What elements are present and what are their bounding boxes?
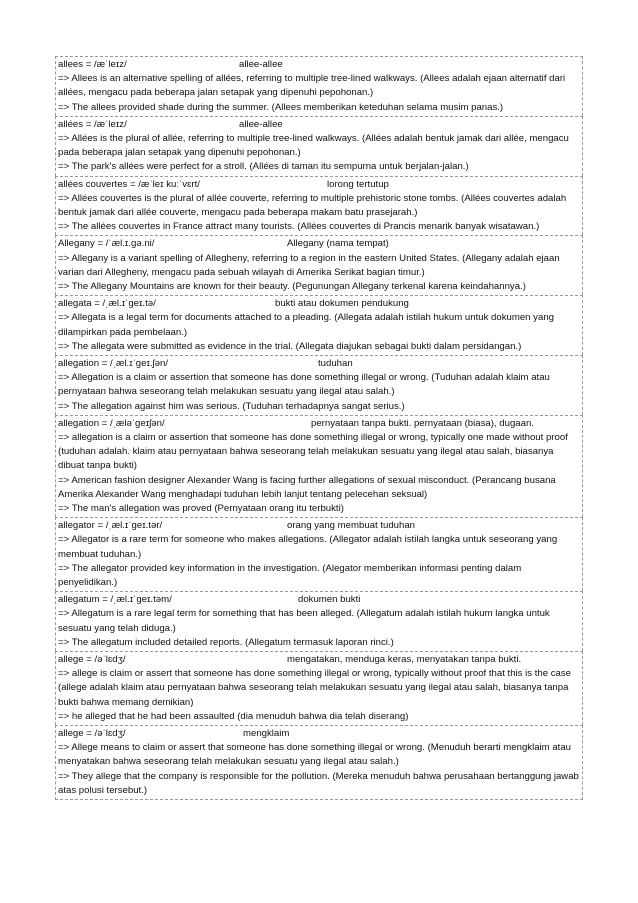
entry-term: allegation = /ˌæl.ɪˈɡeɪ.ʃən/ [58,357,169,369]
entry-header [58,237,580,251]
entry-header [58,297,580,311]
entry-definition: => Allées couvertes is the plural of allée couverte, referring to multiple prehistoric stone tombs. (Allées couvertes adalah bentuk jamak dari allée couverte, mengacu pada beberapa makam batu prasejarah.) [58,192,567,218]
entry-allegator [55,517,583,591]
entry-term: allegatum = /ˌæl.ɪˈɡeɪ.təm/ [58,594,172,606]
entry-translation: pernyataan tanpa bukti. pernyataan (biasa), dugaan. [311,417,534,429]
entry-term: allées = /æˈleɪz/ [58,118,127,130]
entry-translation: lorong tertutup [327,178,389,190]
entry-example: => The Allegany Mountains are known for their beauty. (Pegunungan Allegany terkenal karena keindahannya.) [58,280,526,292]
entry-allees-accent [55,116,583,176]
entry-translation: allee-allee [239,118,283,130]
entry-definition: => Allegany is a variant spelling of Allegheny, referring to a region in the eastern United States. (Allegany adalah ejaan varian dari Allegheny, mengacu pada sebuah wilayah di Amerika Serikat bagian timur.) [58,252,560,278]
entry-definition: => Allege means to claim or assert that someone has done something illegal or wrong. (Menuduh berarti mengklaim atau menyatakan bahwa seseorang telah melakukan sesuatu yang ilegal atau salah.) [58,742,572,768]
entry-definition: => Allees is an alternative spelling of allées, referring to multiple tree-lined walkways. (Allees adalah ejaan alternatif dari allées, mengacu pada beberapa jalan setapak yang dipenuhi pepohonan.) [58,73,566,99]
entry-translation: bukti atau dokumen pendukung [275,298,409,310]
entry-definition: => Allegation is a claim or assertion that someone has done something illegal or wrong. (Tuduhan adalah klaim atau pernyataan bahwa seseorang telah melakukan sesuatu yang ilegal atau salah.) [58,372,550,398]
entry-example: => The allegatum included detailed reports. (Allegatum termasuk laporan rinci.) [58,636,394,648]
entry-term: allege = /əˈlɛdʒ/ [58,653,126,665]
entry-example: => The allegator provided key information in the investigation. (Alegator memberikan informasi penting dalam penyelidikan.) [58,562,522,588]
entry-example: => he alleged that he had been assaulted (dia menuduh bahwa dia telah diserang) [58,710,409,722]
entry-header [58,519,580,533]
entry-header [58,178,580,192]
entry-example: => The man's allegation was proved (Pernyataan orang itu terbukti) [58,502,344,514]
dictionary-page [55,56,583,800]
entry-example: => The allegation against him was serious. (Tuduhan terhadapnya sangat serius.) [58,400,405,412]
entry-term: allegator = /ˌæl.ɪˈɡeɪ.tər/ [58,520,163,532]
entry-header [58,417,580,431]
entry-example: => They allege that the company is responsible for the pollution. (Mereka menuduh bahwa perusahaan bertanggung jawab atas polusi tersebut.) [58,770,579,796]
entry-definition: => allegation is a claim or assertion that someone has done something illegal or wrong, typically one made without proof (tuduhan adalah. klaim atau pernyataan bahwa seseorang telah melakukan sesuatu yang ilegal atau salah, biasanya dibuat tanpa bukti) [58,431,568,472]
entry-header [58,118,580,132]
entry-translation: Allegany (nama tempat) [287,238,389,250]
entry-allegata [55,295,583,355]
entry-translation: allee-allee [239,59,283,70]
entry-translation: orang yang membuat tuduhan [287,520,416,532]
entry-allegation-2 [55,415,583,517]
entry-term: allegation = /ˌæləˈɡeɪʃən/ [58,417,165,429]
entry-example: => The allegata were submitted as evidence in the trial. (Allegata diajukan sebagai bukti dalam persidangan.) [58,340,522,352]
entry-allegany [55,235,583,295]
entry-header [58,357,580,371]
entry-header [58,58,580,72]
entry-translation: mengatakan, menduga keras, menyatakan tanpa bukti. [287,653,522,665]
entry-allees [55,56,583,116]
entry-example: => The park's allées were perfect for a stroll. (Allées di taman itu sempurna untuk berjalan-jalan.) [58,161,469,173]
entry-allegation-1 [55,355,583,415]
entry-header [58,653,580,667]
entry-definition: => Allegatum is a rare legal term for something that has been alleged. (Allegatum adalah istilah hukum langka untuk sesuatu yang telah diduga.) [58,608,550,634]
entry-allees-couvertes [55,176,583,236]
entry-term: allees = /æˈleɪz/ [58,59,127,70]
entry-example: => The allees provided shade during the summer. (Allees memberikan keteduhan selama musim panas.) [58,101,504,113]
entry-header [58,593,580,607]
entry-term: allege = /əˈlɛdʒ/ [58,727,126,739]
entry-allege-2 [55,725,583,800]
entry-term: allées couvertes = /æˈleɪ kuːˈvɛrt/ [58,178,200,190]
entry-definition: => Allegata is a legal term for documents attached to a pleading. (Allegata adalah istilah hukum untuk dokumen yang dilampirkan pada pembelaan.) [58,312,554,338]
entry-header [58,727,580,741]
entry-allege-1 [55,651,583,725]
entry-translation: mengklaim [243,727,290,739]
entry-term: Allegany = /ˈæl.ɪ.ɡə.ni/ [58,238,155,250]
entry-term: allegata = /ˌæl.ɪˈɡeɪ.tə/ [58,298,156,310]
entry-example: => American fashion designer Alexander Wang is facing further allegations of sexual misconduct. (Perancang busana Amerika Alexander Wang menghadapi tuduhan lebih lanjut tentang pelecehan seksual) [58,474,556,500]
entry-translation: tuduhan [318,357,353,369]
entry-definition: => allege is claim or assert that someone has done something illegal or wrong, typically without proof that this is the case (allege adalah klaim atau pernyataan bahwa seseorang telah melakukan sesuatu yang ilegal atau salah, biasanya tanpa bukti bahwa memang demikian) [58,668,572,708]
entry-allegatum [55,591,583,651]
entry-definition: => Allées is the plural of allée, referring to multiple tree-lined walkways. (Allées adalah bentuk jamak dari allée, mengacu pada beberapa jalan setapak yang dipenuhi pepohonan.) [58,132,569,159]
entry-definition: => Allegator is a rare term for someone who makes allegations. (Allegator adalah istilah langka untuk seseorang yang membuat tuduhan.) [58,534,558,560]
entry-translation: dokumen bukti [298,594,361,606]
entry-example: => The allées couvertes in France attract many tourists. (Allées couvertes di Prancis menarik banyak wisatawan.) [58,221,540,233]
